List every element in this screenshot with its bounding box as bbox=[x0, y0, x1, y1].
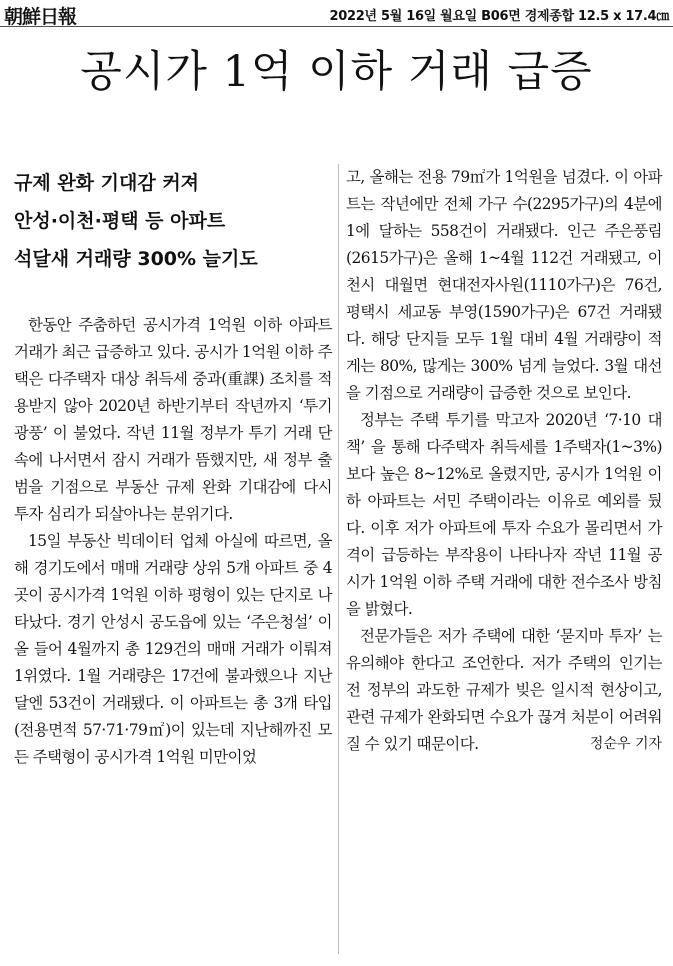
subhead-line: 규제 완화 기대감 커져 bbox=[14, 172, 200, 194]
body-paragraph: 고, 올해는 전용 79㎡가 1억원을 넘겼다. 이 아파트는 작년에만 전체 가구 수(2295가구)의 4분에 1에 달하는 558건이 거래됐다. 인근 주은풍림(2615가구)은 올해 1~4월 112건 거래됐고, 이천시 대월면 현대전자사원(1110가구)은 76건, 평택시 세교동 부영(1590가구)은 67건 거래됐다. 해당 단지들 모두 1월 대비 4월 거래량이 적게는 80%, 많게는 300% 넘게 늘었다. 3월 대선을 기점으로 거래량이 급증한 것으로 보인다. bbox=[346, 168, 662, 402]
article-headline: 공시가 1억 이하 거래 급증 bbox=[80, 47, 593, 97]
publication-meta: 2022년 5월 16일 월요일 B06면 경제종합 12.5 x 17.4㎝ bbox=[329, 9, 669, 24]
subhead-line: 석달새 거래량 300% 늘기도 bbox=[14, 248, 258, 270]
article-column-left bbox=[14, 164, 332, 771]
body-paragraph: 정부는 주택 투기를 막고자 2020년 ‘7·10 대책’ 을 통해 다주택자 취득세를 1주택자(1~3%)보다 높은 8~12%로 올렸지만, 공시가 1억원 이하 아파트는 서민 주택이라는 이유로 예외를 뒀다. 이후 저가 아파트에 투자 수요가 몰리면서 가격이 급등하는 부작용이 나타나자 작년 11월 공시가 1억원 이하 주택 거래에 대한 전수조사 방침을 밝혔다. bbox=[346, 411, 662, 618]
article-column-right bbox=[346, 164, 662, 758]
subhead-line: 안성·이천·평택 등 아파트 bbox=[14, 210, 226, 232]
body-paragraph: 한동안 주춤하던 공시가격 1억원 이하 아파트 거래가 최근 급증하고 있다. 공시가 1억원 이하 주택은 다주택자 대상 취득세 중과(重課) 조치를 적용받지 않아 2020년 하반기부터 작년까지 ‘투기 광풍’ 이 불었다. 작년 11월 정부가 투기 거래 단속에 나서면서 잠시 거래가 뜸했지만, 새 정부 출범을 기점으로 부동산 규제 완화 기대감에 다시 투자 심리가 되살아나는 분위기다. bbox=[14, 316, 332, 523]
article-body-left bbox=[14, 312, 332, 771]
article-subheads bbox=[14, 164, 332, 278]
newspaper-masthead: 朝鮮日報 bbox=[4, 6, 77, 28]
body-paragraph: 15일 부동산 빅데이터 업체 아실에 따르면, 올해 경기도에서 매매 거래량 상위 5개 아파트 중 4곳이 공시가격 1억원 이하 평형이 있는 단지로 나타났다. 경기 안성시 공도읍에 있는 ‘주은청설’ 이 올 들어 4월까지 총 129건의 매매 거래가 이뤄져 1위였다. 1월 거래량은 17건에 불과했으나 지난달엔 53건이 거래됐다. 이 아파트는 총 3개 타입(전용면적 57·71·79㎡)이 있는데 지난해까진 모든 주택형이 공시가격 1억원 미만이었 bbox=[14, 532, 332, 766]
column-divider bbox=[338, 164, 339, 954]
paragraph-text: 전문가들은 저가 주택에 대한 ‘묻지마 투자’ 는 유의해야 한다고 조언한다. 저가 주택의 인기는 전 정부의 과도한 규제가 빚은 일시적 현상이고, 관련 규제가 완화되면 수요가 끊겨 처분이 어려워질 수 있기 때문이다. bbox=[346, 627, 662, 753]
body-paragraph bbox=[346, 623, 662, 758]
article-body-right bbox=[346, 164, 662, 758]
page-header bbox=[0, 0, 673, 27]
byline: 정순우 기자 bbox=[589, 736, 662, 752]
